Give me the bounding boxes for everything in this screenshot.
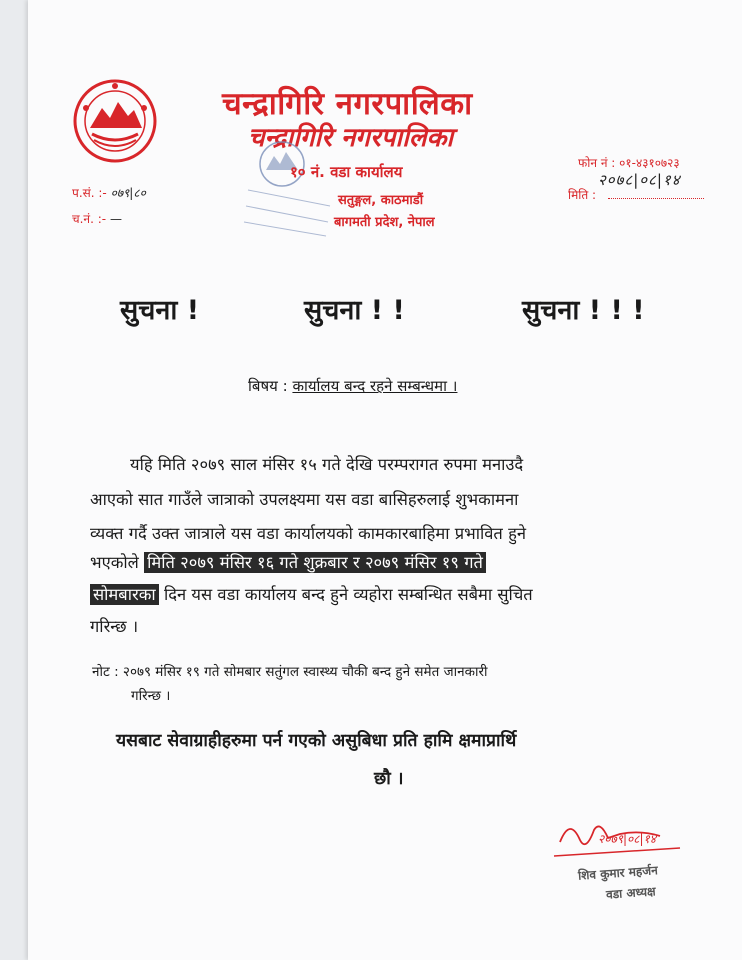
body-line-4	[90, 550, 486, 573]
highlighted-closure-dates: मिति २०७९ मंसिर १६ गते शुक्रबार र २०७९ मंसिर १९ गते	[144, 552, 486, 573]
subject-text: कार्यालय बन्द रहने सम्बन्धमा ।	[292, 377, 458, 395]
address-line1: सतुङ्गल, काठमाडौं	[338, 193, 424, 208]
date-dotted-line	[608, 186, 704, 199]
dispatch-no-value: —	[109, 212, 122, 226]
body-line-1: यहि मिति २०७९ साल मंसिर १५ गते देखि परम्परागत रुपमा मनाउदै	[130, 455, 524, 474]
body-line-6: गरिन्छ ।	[90, 617, 139, 636]
office-stamp	[240, 130, 336, 238]
org-name: चन्द्रागिरि नगरपालिका	[222, 86, 473, 122]
body-line-5-rest: दिन यस वडा कार्यालय बन्द हुने व्यहोरा सम्बन्धित सबैमा सुचित	[163, 585, 533, 604]
ref-no-label: प.सं. :-	[72, 186, 107, 200]
notice-heading-3: सुचना ! ! !	[522, 295, 645, 326]
subject-line	[248, 376, 457, 396]
phone-number: फोन नं : ०१-४३१०७२३	[578, 156, 680, 170]
dispatch-no	[72, 210, 122, 227]
subject-label: बिषय :	[248, 377, 288, 395]
note-line-2: गरिन्छ ।	[131, 688, 171, 704]
body-line-5	[90, 582, 533, 605]
note-line-1: नोट : २०७९ मंसिर १९ गते सोमबार सतुंगल स्वास्थ्य चौकी बन्द हुने समेत जानकारी	[92, 664, 488, 680]
date-label: मिति :	[568, 188, 597, 202]
org-name-secondary: चन्द्रागिरि नगरपालिका	[248, 123, 454, 153]
ref-no-value: ०७९|८०	[110, 186, 146, 200]
address-line2: बागमती प्रदेश, नेपाल	[334, 215, 435, 230]
nepal-emblem-icon	[72, 78, 158, 164]
signatory-title: वडा अध्यक्ष	[605, 884, 657, 902]
signature-date: २०७९|०८|१४	[598, 832, 657, 846]
closing-line-1: यसबाट सेवाग्राहीहरुमा पर्न गएको असुबिधा प्रति हामि क्षमाप्रार्थि	[116, 731, 517, 751]
ward-office: १० नं. वडा कार्यालय	[290, 163, 403, 181]
closing-line-2: छौ ।	[374, 769, 404, 789]
ref-no	[72, 184, 146, 201]
body-line-4-prefix: भएकोले	[90, 553, 139, 572]
body-line-2: आएको सात गाउँले जात्राको उपलक्ष्यमा यस वडा बासिहरुलाई शुभकामना	[90, 490, 519, 509]
body-line-3: व्यक्त गर्दै उक्त जात्राले यस वडा कार्यालयको कामकारबाहिमा प्रभावित हुने	[90, 524, 526, 543]
notice-heading-1: सुचना !	[120, 295, 200, 326]
handwritten-date: २०७८|०८|१४	[598, 171, 681, 189]
notice-heading-2: सुचना ! !	[304, 295, 405, 326]
dispatch-no-label: च.नं. :-	[72, 212, 107, 226]
signatory-name: शिव कुमार महर्जन	[577, 863, 659, 883]
highlighted-monday: सोमबारका	[90, 584, 159, 605]
